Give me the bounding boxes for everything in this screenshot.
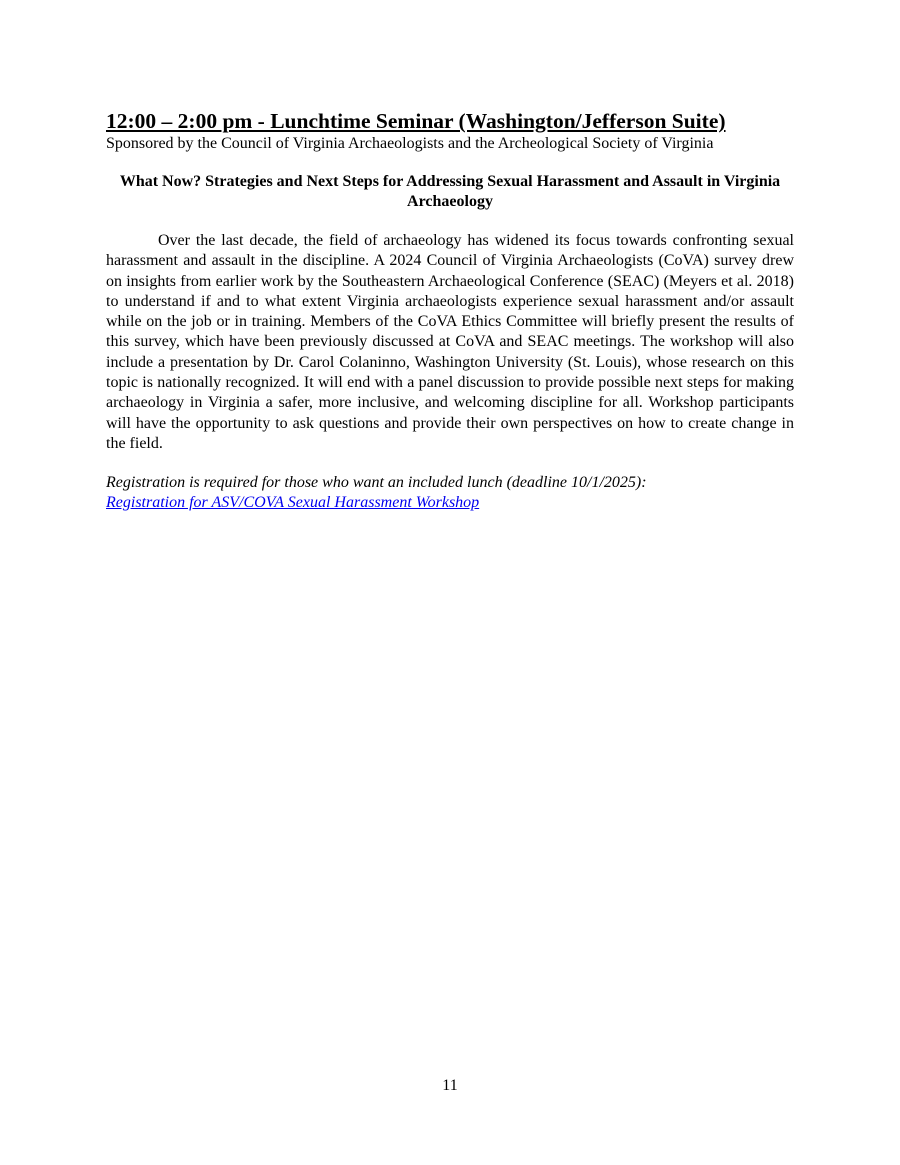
page-number: 11 <box>442 1077 458 1094</box>
talk-title: What Now? Strategies and Next Steps for Addressing Sexual Harassment and Assault in Virginia Archaeology <box>119 173 781 210</box>
registration-link[interactable]: Registration for ASV/COVA Sexual Harassment Workshop <box>106 494 480 512</box>
session-title: 12:00 – 2:00 pm - Lunchtime Seminar (Washington/Jefferson Suite) <box>106 109 726 133</box>
session-sponsor: Sponsored by the Council of Virginia Archaeologists and the Archeological Society of Virginia <box>106 135 714 152</box>
registration-block <box>106 473 794 513</box>
registration-note: Registration is required for those who want an included lunch (deadline 10/1/2025): <box>106 474 647 492</box>
document-page <box>106 108 794 513</box>
talk-abstract: Over the last decade, the field of archaeology has widened its focus towards confronting sexual harassment and assault in the discipline. A 2024 Council of Virginia Archaeologists (CoVA) survey drew on insights from earlier work by the Southeastern Archaeological Conference (SEAC) (Meyers et al. 2018) to understand if and to what extent Virginia archaeologists experience sexual harassment and/or assault while on the job or in training. Members of the CoVA Ethics Committee will briefly present the results of this survey, which have been previously discussed at CoVA and SEAC meetings. The workshop will also include a presentation by Dr. Carol Colaninno, Washington University (St. Louis), whose research on this topic is nationally recognized. It will end with a panel discussion to provide possible next steps for making archaeology in Virginia a safer, more inclusive, and welcoming discipline for all. Workshop participants will have the opportunity to ask questions and provide their own perspectives on how to create change in the field. <box>106 232 794 452</box>
